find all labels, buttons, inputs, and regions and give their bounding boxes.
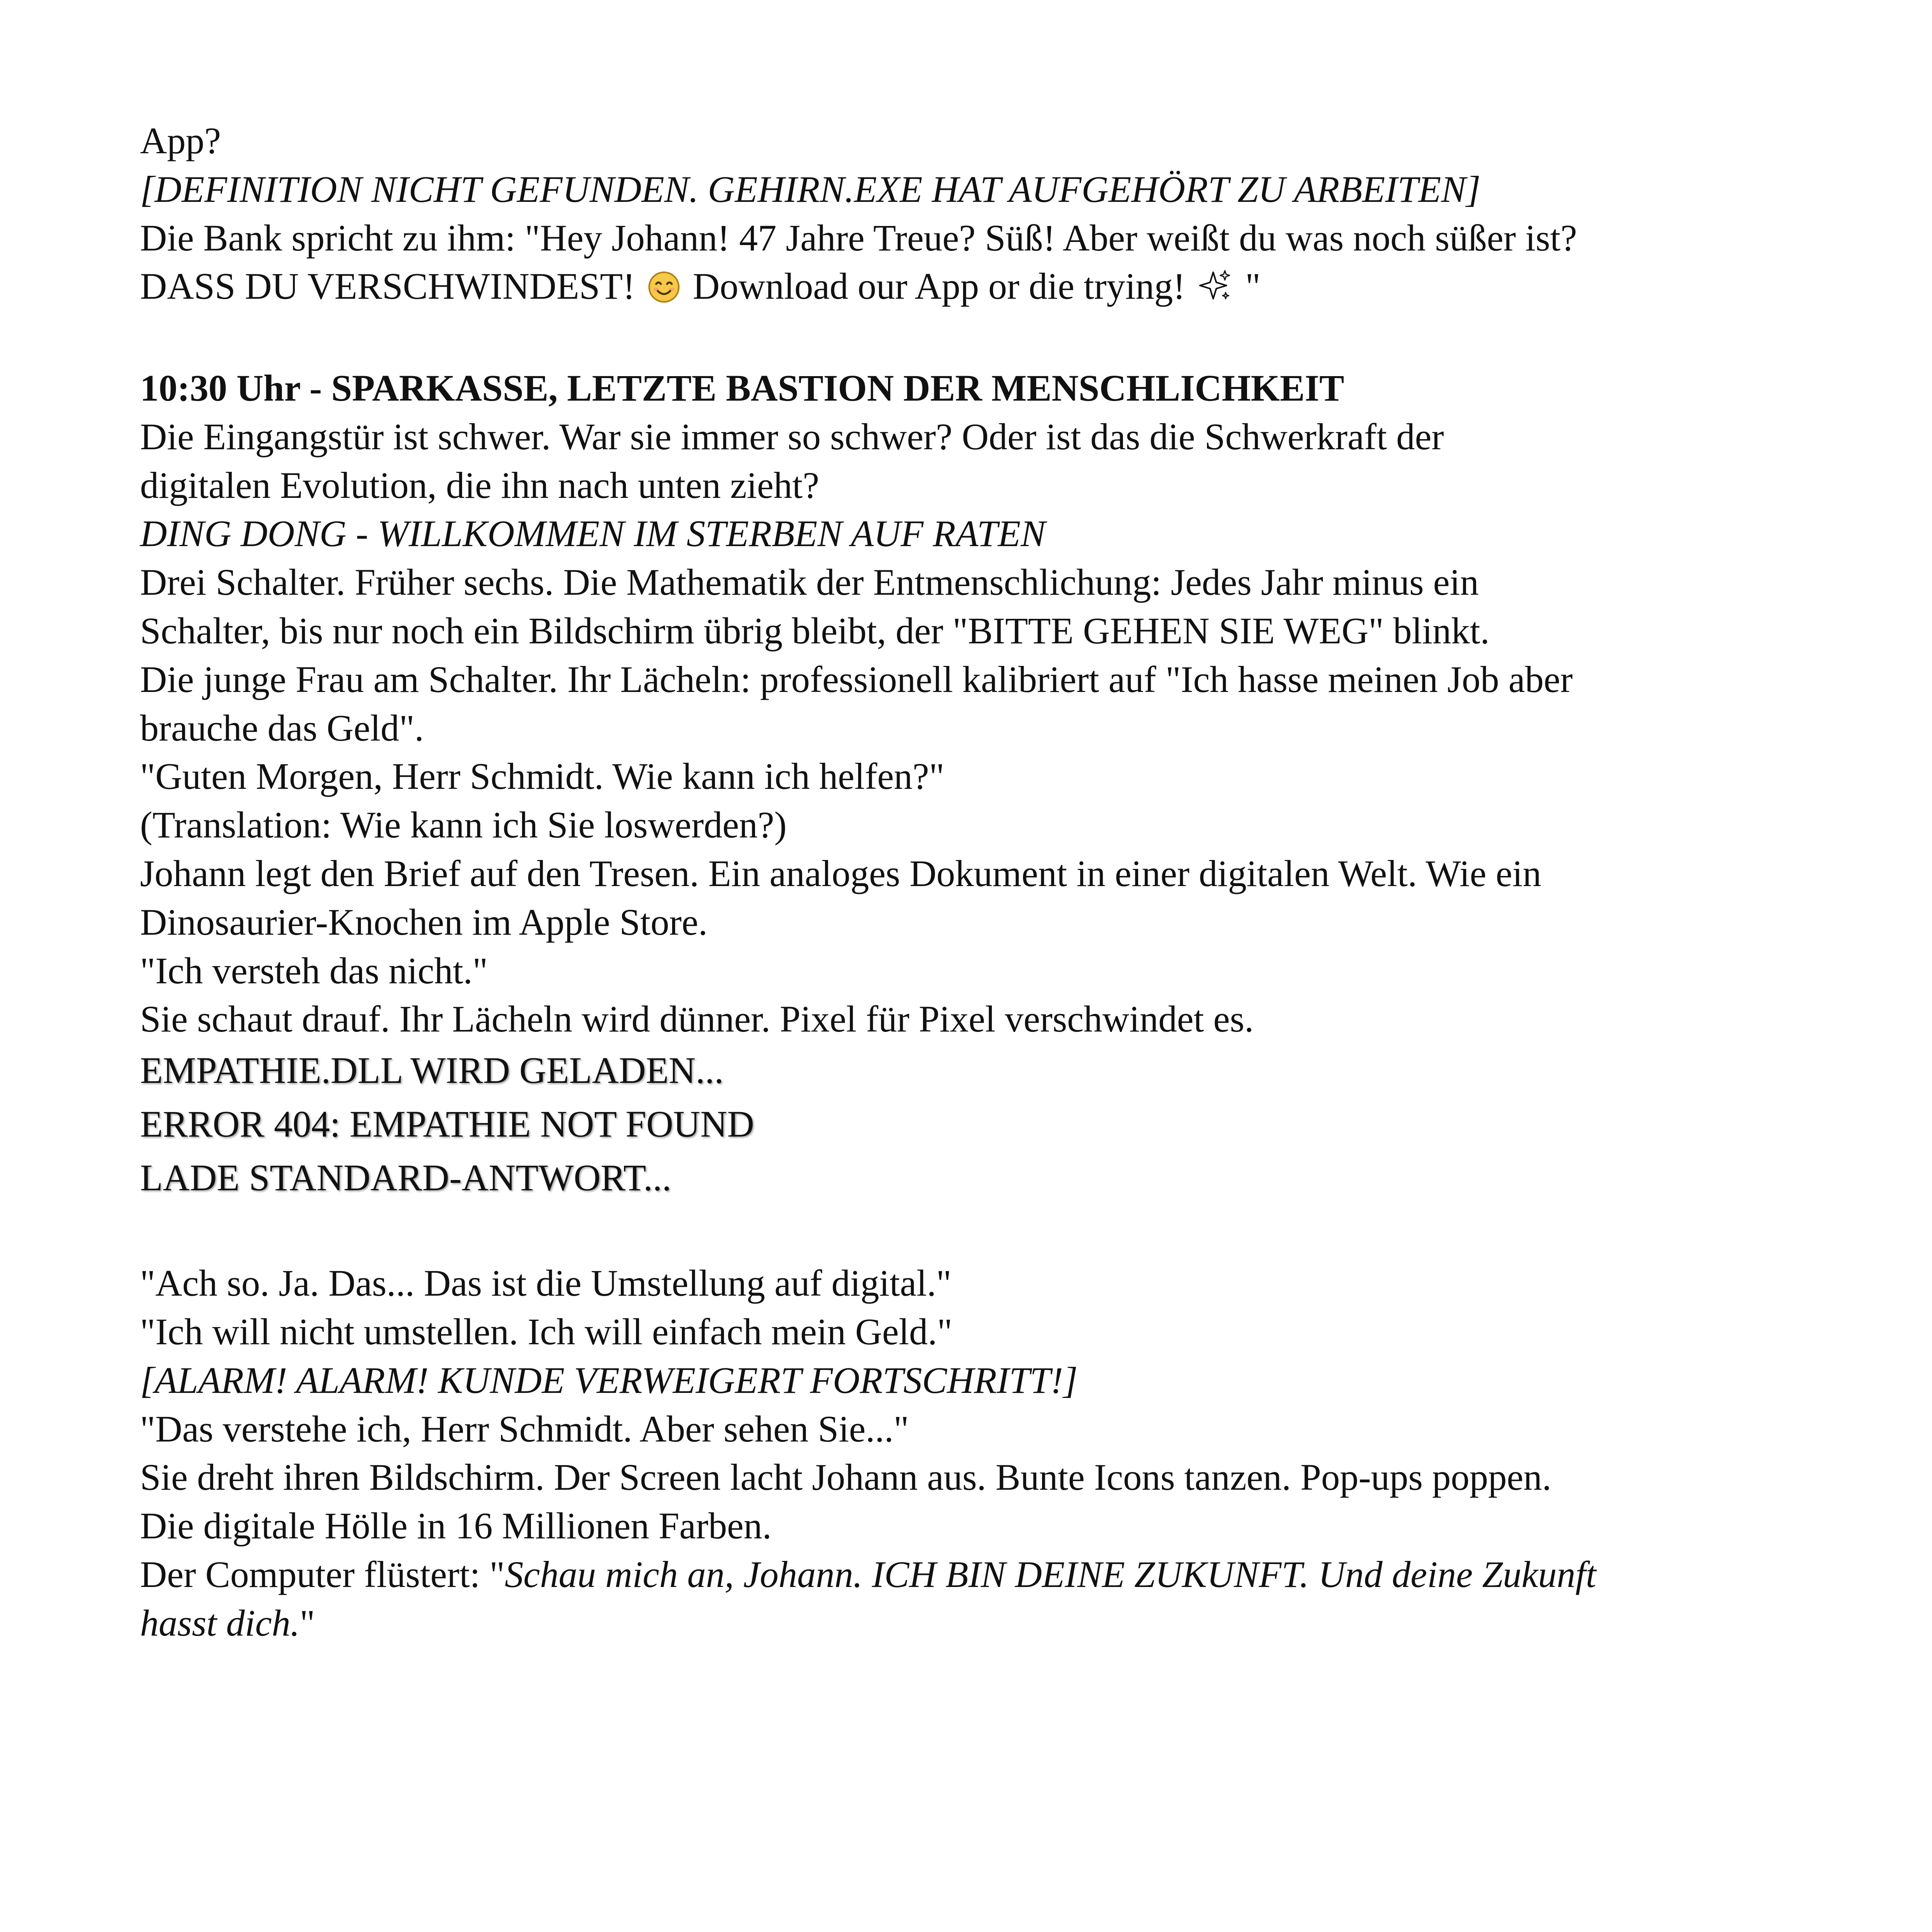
text-line: Die Bank spricht zu ihm: "Hey Johann! 47 Jahre Treue? Süß! Aber weißt du was noch süßer ist? — [140, 217, 1577, 259]
text-line: Schalter, bis nur noch ein Bildschirm übrig bleibt, der "BITTE GEHEN SIE WEG" blinkt. — [140, 610, 1490, 652]
quoted-text: hasst dich. — [140, 1602, 300, 1644]
text-line: Die Eingangstür ist schwer. War sie immer so schwer? Oder ist das die Schwerkraft der — [140, 415, 1444, 457]
system-output-line: EMPATHIE.DLL WIRD GELADEN... — [140, 1049, 724, 1091]
system-output-line: ERROR 404: EMPATHIE NOT FOUND — [140, 1103, 754, 1145]
section-heading: 10:30 Uhr - SPARKASSE, LETZTE BASTION DER MENSCHLICHKEIT — [140, 367, 1344, 409]
system-output-line: LADE STANDARD-ANTWORT... — [140, 1157, 671, 1199]
text-line — [140, 262, 1813, 315]
text-line: Die digitale Hölle in 16 Millionen Farben. — [140, 1505, 772, 1547]
text-segment: Download our App or die trying! — [692, 265, 1186, 307]
text-segment: " — [300, 1602, 315, 1644]
text-line: Sie dreht ihren Bildschirm. Der Screen lacht Johann aus. Bunte Icons tanzen. Pop-ups poppen. — [140, 1456, 1552, 1498]
text-line: digitalen Evolution, die ihn nach unten zieht? — [140, 464, 820, 506]
text-line: brauche das Geld". — [140, 707, 424, 749]
text-segment: " — [1245, 265, 1261, 307]
quoted-text: Schau mich an, Johann. ICH BIN DEINE ZUKUNFT. Und deine Zukunft — [504, 1553, 1596, 1595]
system-message: DING DONG - WILLKOMMEN IM STERBEN AUF RATEN — [140, 513, 1046, 555]
text-line — [140, 1599, 1813, 1648]
text-segment: DASS DU VERSCHWINDEST! — [140, 265, 635, 307]
sparkles-icon — [1198, 267, 1233, 315]
system-message: [DEFINITION NICHT GEFUNDEN. GEHIRN.EXE HAT AUFGEHÖRT ZU ARBEITEN] — [140, 168, 1481, 210]
text-line: Die junge Frau am Schalter. Ihr Lächeln: professionell kalibriert auf "Ich hasse meinen Job aber — [140, 658, 1573, 700]
paragraph-gap — [140, 315, 1813, 364]
text-line: (Translation: Wie kann ich Sie loswerden?) — [140, 804, 787, 846]
document-page — [140, 117, 1813, 1648]
text-line: Drei Schalter. Früher sechs. Die Mathematik der Entmenschlichung: Jedes Jahr minus ein — [140, 561, 1479, 603]
text-line: Johann legt den Brief auf den Tresen. Ein analoges Dokument in einer digitalen Welt. Wie ein — [140, 852, 1541, 894]
text-line: "Ich versteh das nicht." — [140, 949, 488, 991]
text-line: App? — [140, 120, 221, 161]
text-segment: Der Computer flüstert: " — [140, 1553, 505, 1595]
smiling-face-icon — [648, 267, 680, 315]
text-line: Sie schaut drauf. Ihr Lächeln wird dünner. Pixel für Pixel verschwindet es. — [140, 998, 1254, 1040]
text-line: "Das verstehe ich, Herr Schmidt. Aber sehen Sie..." — [140, 1408, 909, 1450]
text-line: "Ich will nicht umstellen. Ich will einfach mein Geld." — [140, 1310, 953, 1352]
text-line — [140, 1550, 1813, 1599]
text-line: "Guten Morgen, Herr Schmidt. Wie kann ich helfen?" — [140, 755, 944, 797]
system-message: [ALARM! ALARM! KUNDE VERWEIGERT FORTSCHRITT!] — [140, 1359, 1078, 1401]
text-line: "Ach so. Ja. Das... Das ist die Umstellung auf digital." — [140, 1262, 952, 1304]
paragraph-gap — [140, 1205, 1813, 1259]
text-line: Dinosaurier-Knochen im Apple Store. — [140, 901, 708, 943]
